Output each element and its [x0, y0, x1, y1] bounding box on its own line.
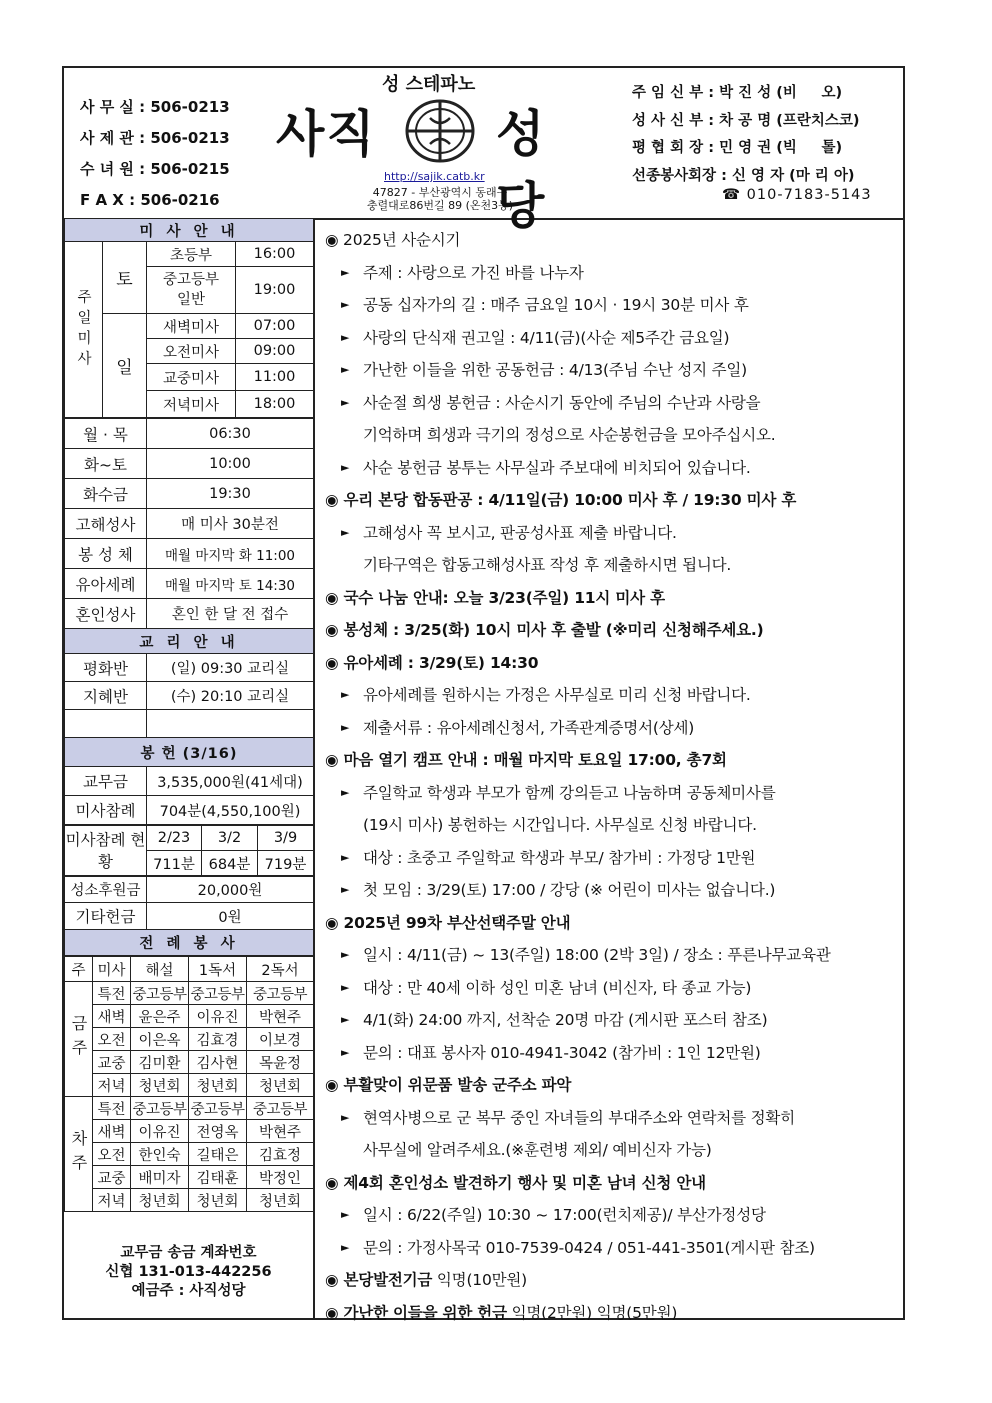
liturgy-table [64, 956, 314, 1212]
title-right: 성당 [496, 105, 547, 235]
liturgy-header: 해설 [131, 957, 189, 982]
attendance-date: 3/9 [258, 826, 314, 851]
notice-text: 공동 십자가의 길 : 매주 금요일 10시 · 19시 30분 미사 후 [363, 296, 749, 314]
notice-text: 사순절 희생 봉헌금 : 사순시기 동안에 주님의 수난과 사랑을 [363, 393, 761, 412]
liturgy-cell: 이유진 [189, 1005, 247, 1028]
liturgy-cell: 한인숙 [131, 1143, 189, 1166]
catechism-class: 평화반 [65, 654, 147, 682]
staff-list [632, 80, 860, 190]
notice-text: 제출서류 : 유아세례신청서, 가족관계증명서(상세) [363, 718, 695, 737]
notice-donation [325, 1264, 901, 1297]
bullet-arrow-icon: ► [341, 1208, 350, 1221]
weekday-time: 10:00 [147, 449, 314, 479]
bullet-arrow-icon: ► [341, 265, 350, 279]
mass-name: 오전미사 [147, 339, 236, 364]
liturgy-cell: 중고등부 [247, 1097, 314, 1120]
notice-bullet [325, 842, 901, 875]
bullet-arrow-icon: ► [341, 980, 350, 994]
notice-text: 일시 : 6/22(주일) 10:30 ~ 17:00(런치제공)/ 부산가정성당 [363, 1206, 766, 1224]
weekday-name: 혼인성사 [65, 599, 147, 629]
bullet-arrow-icon: ► [341, 720, 350, 734]
extra-offering-table [64, 876, 314, 956]
donation-detail: 익명(10만원) [432, 1271, 528, 1289]
liturgy-cell: 청년회 [131, 1189, 189, 1212]
mass-name: 초등부 [147, 242, 236, 267]
liturgy-cell: 목윤정 [247, 1051, 314, 1074]
staff-pastor: 주 임 신 부 : 박 진 성 (비 오) [632, 85, 843, 101]
notice-text: 대상 : 초중고 주일학교 학생과 부모/ 참가비 : 가정당 1만원 [363, 848, 756, 867]
notice-text: 대상 : 만 40세 이하 성인 미혼 남녀 (비신자, 타 종교 가능) [363, 978, 752, 997]
bulletin-page [62, 66, 905, 1320]
bullet-arrow-icon: ► [341, 525, 350, 539]
weekday-name: 고해성사 [65, 509, 147, 539]
liturgy-cell: 새벽 [93, 1120, 131, 1143]
liturgy-cell: 이유진 [131, 1120, 189, 1143]
attendance-date: 2/23 [147, 826, 202, 851]
staff-funeral: 선종봉사회장 : 신 영 자 (마 리 아) [632, 167, 855, 184]
liturgy-header: 미사 [93, 957, 131, 982]
contact-fax: F A X : 506-0216 [80, 191, 220, 209]
notice-text: 고해성사 꼭 보시고, 판공성사표 제출 바랍니다. [363, 523, 677, 542]
liturgy-cell: 교중 [93, 1166, 131, 1189]
offering-value: 3,535,000원(41세대) [147, 767, 314, 796]
liturgy-cell: 중고등부 [247, 982, 314, 1005]
bullet-arrow-icon: ► [341, 883, 350, 896]
offering-name: 기타헌금 [65, 903, 147, 930]
notice-bullet [325, 1199, 901, 1232]
liturgy-cell: 청년회 [131, 1074, 189, 1097]
liturgy-cell: 윤은주 [131, 1005, 189, 1028]
liturgy-cell: 중고등부 [189, 1097, 247, 1120]
notice-continuation: (19시 미사) 봉헌하는 시간입니다. 사무실로 신청 바랍니다. [363, 816, 757, 834]
liturgy-cell: 청년회 [247, 1189, 314, 1212]
mass-time: 07:00 [236, 314, 314, 339]
account-title: 교무금 송금 계좌번호 [120, 1245, 257, 1261]
notices-panel [315, 218, 903, 1320]
mass-time: 19:00 [236, 267, 314, 314]
liturgy-cell: 오전 [93, 1143, 131, 1166]
notice-text: 사랑의 단식재 권고일 : 4/11(금)(사순 제5주간 금요일) [363, 328, 730, 347]
offering-value: 0원 [147, 903, 314, 930]
liturgy-cell: 김효경 [189, 1028, 247, 1051]
weekday-time: 19:30 [147, 479, 314, 509]
notice-bullet [325, 972, 901, 1005]
contact-office: 사 무 실 : 506-0213 [80, 98, 230, 116]
mass-time: 16:00 [236, 242, 314, 267]
staff-council: 평 협 회 장 : 민 영 권 (빅 톨) [632, 140, 843, 156]
liturgy-cell: 중고등부 [131, 982, 189, 1005]
notice-text: 문의 : 대표 봉사자 010-4941-3042 (참가비 : 1인 12만원) [363, 1043, 761, 1062]
offering-value: 20,000원 [147, 877, 314, 903]
notice-bullet [325, 679, 901, 712]
liturgy-cell: 중고등부 [131, 1097, 189, 1120]
notice-heading: ◉ 우리 본당 합동판공 : 4/11일(금) 10:00 미사 후 / 19:30 미사 후 [325, 491, 797, 509]
bullet-arrow-icon: ► [341, 298, 350, 311]
liturgy-cell: 박현주 [247, 1120, 314, 1143]
bullet-arrow-icon: ► [341, 785, 350, 799]
bullet-arrow-icon: ► [341, 395, 350, 409]
weekday-time: 매월 마지막 화 11:00 [147, 539, 314, 569]
notice-bullet [325, 452, 901, 485]
bullet-arrow-icon: ► [341, 1110, 350, 1124]
weekday-name: 월 · 목 [65, 419, 147, 449]
notice-text: 현역사병으로 군 복무 중인 자녀들의 부대주소와 연락처를 정확히 [363, 1108, 795, 1127]
notice-heading: ◉ 국수 나눔 안내: 오늘 3/23(주일) 11시 미사 후 [325, 588, 665, 607]
notice-text: 사순 봉헌금 봉투는 사무실과 주보대에 비치되어 있습니다. [363, 458, 751, 477]
notice-bullet [325, 322, 901, 355]
liturgy-cell: 김효정 [247, 1143, 314, 1166]
offering-name: 미사참례 [65, 796, 147, 825]
weekday-time: 혼인 한 달 전 접수 [147, 599, 314, 629]
liturgy-header: 2독서 [247, 957, 314, 982]
notice-text: 주제 : 사랑으로 가진 바를 나누자 [363, 263, 584, 282]
notice-text: 일시 : 4/11(금) ~ 13(주일) 18:00 (2박 3일) / 장소 : 푸른나무교육관 [363, 946, 831, 964]
notice-bullet [325, 1102, 901, 1135]
sunday-mass-label: 주일미사 [65, 242, 103, 418]
liturgy-cell: 이은옥 [131, 1028, 189, 1051]
liturgy-cell: 김태훈 [189, 1166, 247, 1189]
account-number: 신협 131-013-442256 [105, 1264, 272, 1280]
account-info [64, 1230, 313, 1320]
attendance-table [64, 825, 314, 876]
weekday-time: 매월 마지막 토 14:30 [147, 569, 314, 599]
offering-name: 성소후원금 [65, 877, 147, 903]
liturgy-cell: 저녁 [93, 1189, 131, 1212]
liturgy-cell: 특전 [93, 982, 131, 1005]
notice-bullet [325, 712, 901, 745]
weekday-time: 매 미사 30분전 [147, 509, 314, 539]
mass-name: 중고등부 일반 [147, 267, 236, 314]
info-sidebar [64, 218, 315, 1320]
mass-schedule-table [64, 218, 314, 418]
offering-name: 교무금 [65, 767, 147, 796]
notice-text: 4/1(화) 24:00 까지, 선착순 20명 마감 (게시판 포스터 참조) [363, 1011, 768, 1029]
attendance-count: 719분 [258, 851, 314, 876]
liturgy-section-title: 전 례 봉 사 [65, 930, 314, 956]
mass-time: 09:00 [236, 339, 314, 364]
notice-bullet [325, 1232, 901, 1265]
notice-bullet [325, 517, 901, 550]
notice-text: 유아세례를 원하시는 가정은 사무실로 미리 신청 바랍니다. [363, 686, 751, 704]
contact-list [80, 92, 230, 216]
liturgy-cell: 박정인 [247, 1166, 314, 1189]
offering-value: 704분(4,550,100원) [147, 796, 314, 825]
catechism-time: (일) 09:30 교리실 [147, 654, 314, 682]
notice-list [325, 224, 901, 1329]
liturgy-cell: 청년회 [189, 1074, 247, 1097]
notice-bullet [325, 354, 901, 387]
notice-heading: ◉ 마음 열기 캠프 안내 : 매월 마지막 토요일 17:00, 총7회 [325, 751, 727, 769]
notice-heading: ◉ 2025년 사순시기 [325, 231, 461, 249]
notice-continuation: 기억하며 희생과 극기의 정성으로 사순봉헌금을 모아주십시오. [363, 426, 776, 444]
notice-bullet [325, 387, 901, 420]
liturgy-cell: 오전 [93, 1028, 131, 1051]
liturgy-cell: 배미자 [131, 1166, 189, 1189]
contact-rectory: 사 제 관 : 506-0213 [80, 129, 230, 147]
sunday-label: 일 [103, 314, 147, 418]
notice-bullet [325, 257, 901, 290]
notice-heading: ◉ 유아세례 : 3/29(토) 14:30 [325, 653, 539, 672]
notice-text: 주일학교 학생과 부모가 함께 강의듣고 나눔하며 공동체미사를 [363, 783, 776, 802]
notice-bullet [325, 1004, 901, 1037]
liturgy-cell: 중고등부 [189, 982, 247, 1005]
liturgy-cell: 이보경 [247, 1028, 314, 1051]
address-line1: 47827 - 부산광역시 동래구 [372, 186, 508, 199]
mass-name: 새벽미사 [147, 314, 236, 339]
attendance-label: 미사참례 현황 [65, 826, 147, 876]
bullet-arrow-icon: ► [341, 850, 350, 864]
weekday-name: 화수금 [65, 479, 147, 509]
notice-text: 가난한 이들을 위한 공동헌금 : 4/13(주님 수난 성지 주일) [363, 361, 748, 379]
parish-phone: ☎ 010-7183-5143 [722, 187, 872, 203]
contact-convent: 수 녀 원 : 506-0215 [80, 160, 230, 178]
bullet-arrow-icon: ► [341, 330, 350, 344]
bullet-arrow-icon: ► [341, 1240, 350, 1254]
liturgy-header: 주 [65, 957, 93, 982]
notice-heading: ◉ 봉성체 : 3/25(화) 10시 미사 후 출발 (※미리 신청해주세요.) [325, 621, 764, 639]
parish-subtitle: 성 스테파노 [382, 74, 476, 95]
bullet-arrow-icon: ► [341, 460, 350, 474]
notice-bullet [325, 874, 901, 907]
notice-text: 첫 모임 : 3/29(토) 17:00 / 강당 (※ 어린이 미사는 없습니다.) [363, 881, 776, 899]
cross-logo-icon [404, 98, 476, 164]
notice-continuation: 기타구역은 합동고해성사표 작성 후 제출하시면 됩니다. [363, 556, 732, 574]
notice-text: 문의 : 가정사목국 010-7539-0424 / 051-441-3501(게시판 참조) [363, 1238, 815, 1257]
liturgy-cell: 청년회 [189, 1189, 247, 1212]
weekday-name: 유아세례 [65, 569, 147, 599]
notice-bullet [325, 289, 901, 322]
liturgy-header: 1독서 [189, 957, 247, 982]
bullet-arrow-icon: ► [341, 363, 350, 376]
mass-name: 저녁미사 [147, 391, 236, 418]
bullet-arrow-icon: ► [341, 688, 350, 701]
parish-address [348, 186, 532, 212]
address-line2: 충렬대로86번길 89 (온천3동) [366, 199, 514, 212]
this-week-label: 금주 [65, 982, 93, 1097]
bullet-arrow-icon: ► [341, 1013, 350, 1026]
liturgy-cell: 전영옥 [189, 1120, 247, 1143]
weekday-name: 화~토 [65, 449, 147, 479]
next-week-label: 차주 [65, 1097, 93, 1212]
account-holder: 예금주 : 사직성당 [131, 1283, 246, 1299]
parish-website-link[interactable]: http://sajik.catb.kr [384, 170, 485, 183]
catechism-section-title: 교 리 안 내 [65, 629, 314, 654]
donation-label: ◉ 가난한 이들을 위한 헌금 [325, 1303, 507, 1322]
notice-donation [325, 1297, 901, 1330]
notice-heading: ◉ 2025년 99차 부산선택주말 안내 [325, 913, 571, 932]
liturgy-cell: 청년회 [247, 1074, 314, 1097]
notice-bullet [325, 1037, 901, 1070]
liturgy-cell: 특전 [93, 1097, 131, 1120]
liturgy-cell: 저녁 [93, 1074, 131, 1097]
offering-section-title: 봉 헌 (3/16) [65, 738, 314, 767]
notice-heading: ◉ 제4회 혼인성소 발견하기 행사 및 미혼 남녀 신청 안내 [325, 1173, 706, 1192]
catechism-time: (수) 20:10 교리실 [147, 682, 314, 710]
staff-assistant: 성 사 신 부 : 차 공 명 (프란치스코) [632, 112, 860, 129]
liturgy-cell: 새벽 [93, 1005, 131, 1028]
saturday-label: 토 [103, 242, 147, 314]
donation-label: ◉ 본당발전기금 [325, 1271, 433, 1289]
donation-detail: 익명(2만원) 익명(5만원) [506, 1303, 678, 1322]
title-left: 사직 [276, 105, 377, 163]
bullet-arrow-icon: ► [341, 1045, 350, 1059]
weekday-schedule-table [64, 418, 314, 825]
notice-bullet [325, 939, 901, 972]
weekday-name: 봉 성 체 [65, 539, 147, 569]
liturgy-cell: 길태은 [189, 1143, 247, 1166]
notice-continuation: 사무실에 알려주세요.(※훈련병 제외/ 예비신자 가능) [363, 1141, 712, 1159]
bullet-arrow-icon: ► [341, 948, 350, 961]
attendance-count: 711분 [147, 851, 202, 876]
mass-time: 11:00 [236, 364, 314, 391]
catechism-class: 지혜반 [65, 682, 147, 710]
liturgy-cell: 김미환 [131, 1051, 189, 1074]
catechism-time [147, 710, 314, 738]
attendance-count: 684분 [202, 851, 258, 876]
attendance-date: 3/2 [202, 826, 258, 851]
catechism-class [65, 710, 147, 738]
mass-section-title: 미 사 안 내 [65, 219, 314, 242]
weekday-time: 06:30 [147, 419, 314, 449]
notice-heading: ◉ 부활맞이 위문품 발송 군주소 파악 [325, 1076, 572, 1094]
liturgy-cell: 교중 [93, 1051, 131, 1074]
liturgy-cell: 박현주 [247, 1005, 314, 1028]
notice-bullet [325, 777, 901, 810]
liturgy-cell: 김사현 [189, 1051, 247, 1074]
mass-time: 18:00 [236, 391, 314, 418]
mass-name: 교중미사 [147, 364, 236, 391]
